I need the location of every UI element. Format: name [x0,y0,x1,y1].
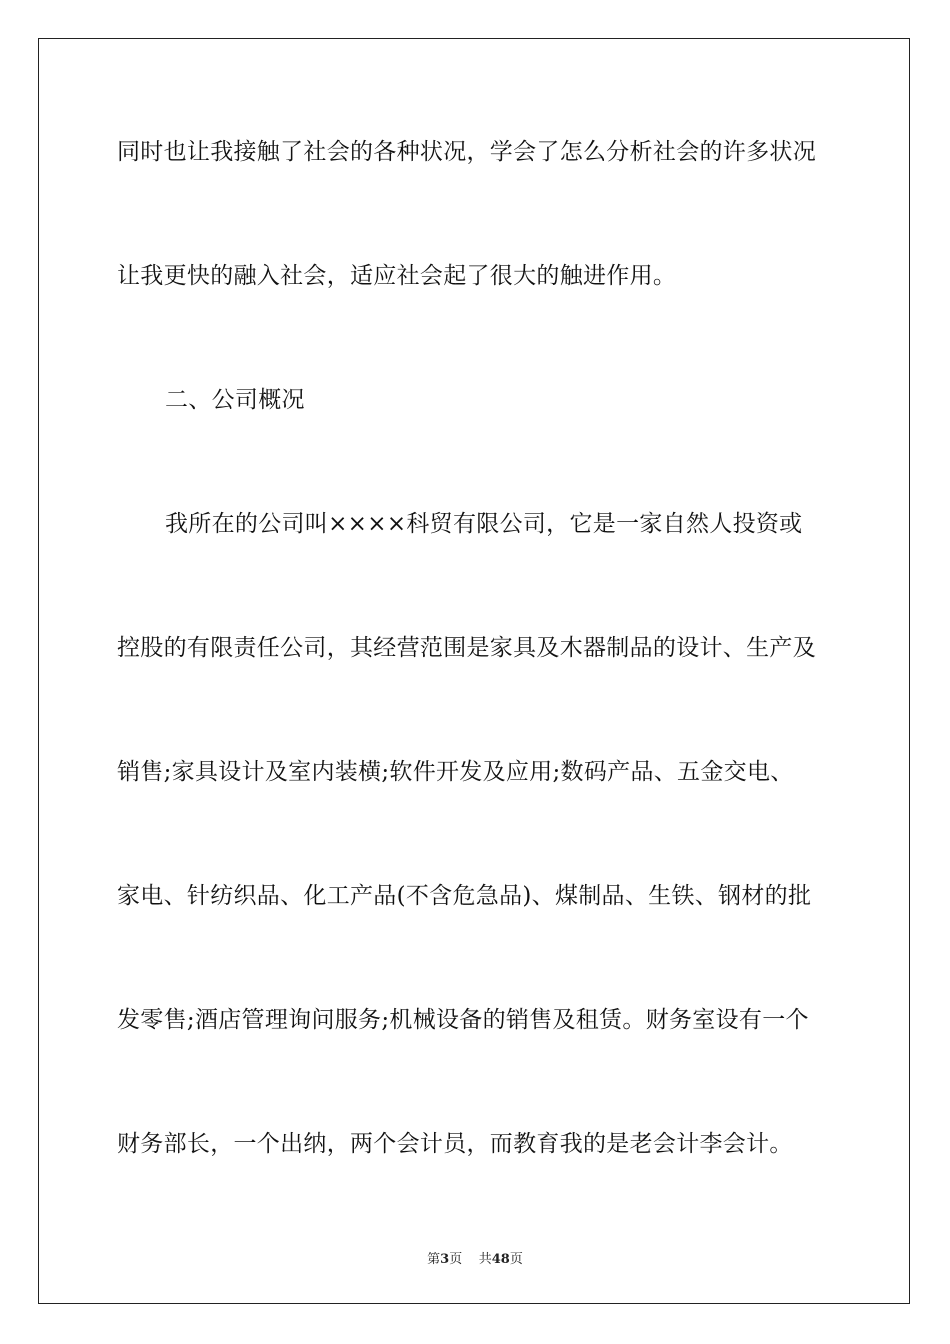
paragraph-line-1: 同时也让我接触了社会的各种状况，学会了怎么分析社会的许多状况 [117,139,816,165]
page-prefix: 第 [427,1252,441,1267]
total-suffix: 页 [509,1252,523,1267]
section-heading: 二、公司概况 [165,387,305,413]
page-footer [0,1248,950,1267]
paragraph-line-8: 财务部长，一个出纳，两个会计员，而教育我的是老会计李会计。 [117,1131,793,1157]
page-suffix: 页 [449,1252,463,1267]
paragraph-line-7: 发零售;酒店管理询问服务;机械设备的销售及租赁。财务室设有一个 [117,1007,809,1033]
paragraph-line-4: 控股的有限责任公司，其经营范围是家具及木器制品的设计、生产及 [117,635,816,661]
page-number: 3 [440,1252,450,1267]
paragraph-line-2: 让我更快的融入社会，适应社会起了很大的触进作用。 [117,263,677,289]
paragraph-line-3: 我所在的公司叫××××科贸有限公司，它是一家自然人投资或 [165,511,803,537]
total-pages: 48 [491,1252,510,1267]
paragraph-line-6: 家电、针纺织品、化工产品(不含危急品)、煤制品、生铁、钢材的批 [117,883,812,909]
page-border [38,38,910,1304]
total-prefix: 共 [478,1252,492,1267]
paragraph-line-5: 销售;家具设计及室内装横;软件开发及应用;数码产品、五金交电、 [117,759,794,785]
